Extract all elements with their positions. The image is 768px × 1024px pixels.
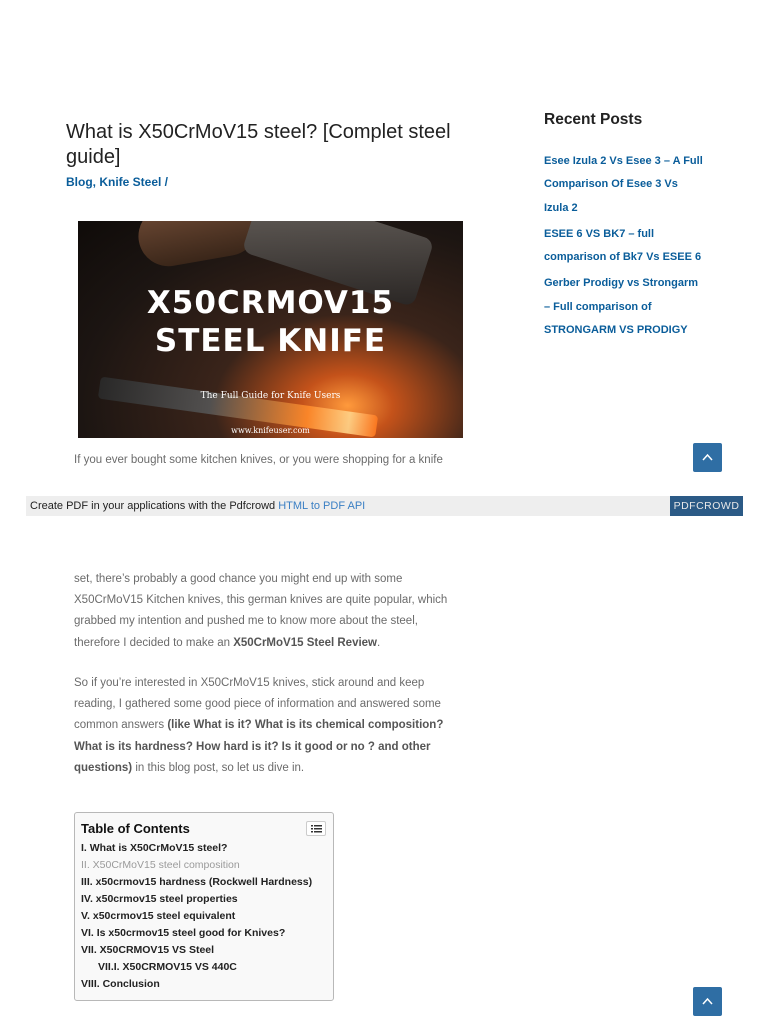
post-title: What is X50CrMoV15 steel? [Complet steel guide] (66, 121, 451, 168)
toc-subitem[interactable]: VII.I. X50CRMOV15 VS 440C (98, 961, 237, 973)
toc-item[interactable]: V. x50crmov15 steel equivalent (81, 910, 236, 922)
para1-end: . (377, 636, 381, 649)
pdf-api-link[interactable]: HTML to PDF API (278, 500, 366, 512)
recent-posts-list (544, 150, 704, 345)
toc-item[interactable]: VIII. Conclusion (81, 978, 160, 990)
recent-post-link[interactable]: ESEE 6 VS BK7 – full comparison of Bk7 Vs ESEE 6 (544, 227, 702, 264)
recent-post-link[interactable]: Esee Izula 2 Vs Esee 3 – A Full Comparison Of Esee 3 Vs Izula 2 (544, 155, 703, 214)
chevron-up-icon (701, 451, 714, 464)
toc-item[interactable]: III. x50crmov15 hardness (Rockwell Hardness) (81, 876, 313, 888)
hero-site: www.knifeuser.com (231, 426, 310, 435)
para2-text: So if you’re interested in X50CrMoV15 knives, stick around and keep reading, I gathered some good piece of information and answered some common answers (74, 677, 441, 732)
table-of-contents (74, 812, 334, 1001)
pdf-banner-text: Create PDF in your applications with the Pdfcrowd (30, 500, 279, 512)
toc-item[interactable]: II. X50CrMoV15 steel composition (81, 859, 240, 871)
para2-bold: (like What is it? What is its chemical composition? What is its hardness? How hard is it? Is it good or no ? and other questions) (74, 719, 444, 774)
post-categories[interactable] (66, 175, 168, 189)
intro-paragraph: If you ever bought some kitchen knives, or you were shopping for a knife (74, 454, 443, 466)
para2-end: in this blog post, so let us dive in. (132, 761, 305, 774)
toc-title: Table of Contents (81, 821, 190, 836)
pdf-banner (26, 496, 743, 516)
para1-text: set, there’s probably a good chance you might end up with some X50CrMoV15 Kitchen knives, this german knives are quite popular, which grabbed my intention and pushed me to know more about the steel, therefore I decided to make an (74, 573, 448, 649)
hero-title-line2: STEEL KNIFE (154, 323, 387, 359)
post-categories-link[interactable]: Blog, Knife Steel / (66, 175, 169, 189)
body-paragraph-2 (74, 673, 466, 779)
chevron-up-icon (701, 995, 714, 1008)
toc-item[interactable]: IV. x50crmov15 steel properties (81, 893, 238, 905)
list-icon[interactable] (306, 821, 326, 836)
pdfcrowd-badge[interactable]: PDFCROWD (670, 496, 743, 516)
recent-posts-title: Recent Posts (544, 111, 643, 128)
toc-list (81, 840, 327, 993)
scroll-to-top-button[interactable] (693, 987, 722, 1016)
featured-image (78, 221, 463, 438)
scroll-to-top-button[interactable] (693, 443, 722, 472)
recent-post-link[interactable]: Gerber Prodigy vs Strongarm – Full comparison of STRONGARM VS PRODIGY (544, 277, 699, 337)
body-paragraph-1 (74, 569, 466, 654)
toc-item[interactable]: VII. X50CRMOV15 VS Steel (81, 944, 215, 956)
para1-bold: X50CrMoV15 Steel Review (233, 636, 378, 649)
toc-item[interactable]: VI. Is x50crmov15 steel good for Knives? (81, 927, 286, 939)
hero-title-line1: X50CRMOV15 (146, 285, 395, 321)
hero-subtitle: The Full Guide for Knife Users (200, 391, 341, 401)
toc-item[interactable]: I. What is X50CrMoV15 steel? (81, 842, 228, 854)
